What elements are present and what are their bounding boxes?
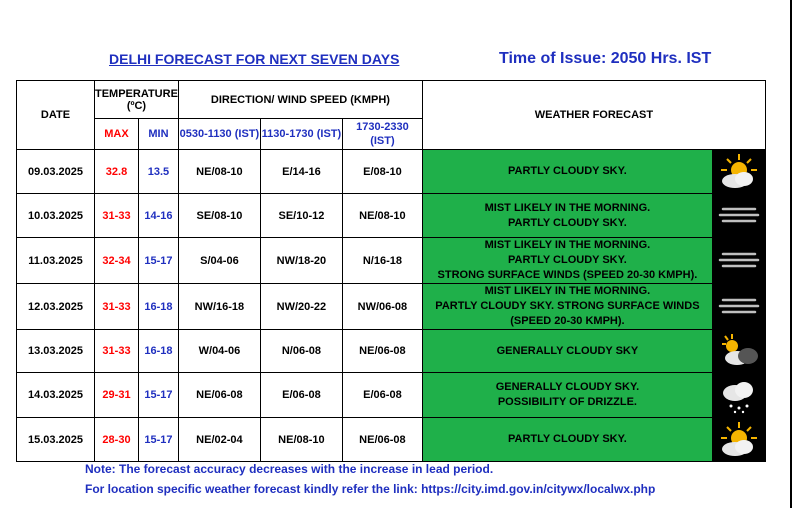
cell-wind-slot-3: N/16-18 bbox=[342, 238, 422, 284]
forecast-line: GENERALLY CLOUDY SKY bbox=[496, 344, 639, 357]
cell-min-temp: 16-18 bbox=[139, 330, 179, 373]
cell-forecast bbox=[422, 194, 712, 238]
cell-date: 12.03.2025 bbox=[17, 284, 95, 330]
cell-wind-slot-1: W/04-06 bbox=[178, 330, 260, 373]
cell-wind-slot-2: E/06-08 bbox=[260, 373, 342, 418]
cell-wind-slot-2: SE/10-12 bbox=[260, 194, 342, 238]
cell-weather-icon bbox=[712, 373, 765, 418]
cell-forecast bbox=[422, 284, 712, 330]
header-max: MAX bbox=[95, 119, 139, 150]
table-row bbox=[17, 284, 766, 330]
cell-date: 11.03.2025 bbox=[17, 238, 95, 284]
cell-max-temp: 29-31 bbox=[95, 373, 139, 418]
cell-wind-slot-3: NE/08-10 bbox=[342, 194, 422, 238]
forecast-line: PARTLY CLOUDY SKY. bbox=[508, 165, 627, 177]
table-row bbox=[17, 373, 766, 418]
header-wind: DIRECTION/ WIND SPEED (KMPH) bbox=[178, 81, 422, 119]
cell-min-temp: 15-17 bbox=[139, 373, 179, 418]
cell-wind-slot-2: NW/20-22 bbox=[260, 284, 342, 330]
forecast-line: POSSIBILITY OF DRIZZLE. bbox=[497, 396, 637, 408]
issue-time: Time of Issue: 2050 Hrs. IST bbox=[499, 50, 712, 67]
cell-date: 09.03.2025 bbox=[17, 150, 95, 194]
cell-forecast bbox=[422, 418, 712, 462]
cell-min-temp: 14-16 bbox=[139, 194, 179, 238]
page-title: DELHI FORECAST FOR NEXT SEVEN DAYS bbox=[109, 51, 400, 67]
cell-weather-icon bbox=[712, 330, 765, 373]
cell-wind-slot-2: E/14-16 bbox=[260, 150, 342, 194]
cell-wind-slot-1: NE/06-08 bbox=[178, 373, 260, 418]
header-slot-2: 1130-1730 (IST) bbox=[260, 119, 342, 150]
forecast-line: PARTLY CLOUDY SKY. bbox=[508, 254, 627, 266]
drizzle-icon bbox=[713, 375, 765, 415]
cell-date: 14.03.2025 bbox=[17, 373, 95, 418]
cell-max-temp: 28-30 bbox=[95, 418, 139, 462]
cell-min-temp: 15-17 bbox=[139, 418, 179, 462]
forecast-line: PARTLY CLOUDY SKY. STRONG SURFACE WINDS bbox=[435, 300, 700, 312]
table-row bbox=[17, 150, 766, 194]
cell-weather-icon bbox=[712, 150, 765, 194]
forecast-line: MIST LIKELY IN THE MORNING. bbox=[484, 285, 651, 297]
cell-wind-slot-3: E/08-10 bbox=[342, 150, 422, 194]
forecast-line: MIST LIKELY IN THE MORNING. bbox=[484, 201, 651, 214]
table-row bbox=[17, 194, 766, 238]
cell-weather-icon bbox=[712, 194, 765, 238]
cell-wind-slot-3: NW/06-08 bbox=[342, 284, 422, 330]
header-weather-forecast: WEATHER FORECAST bbox=[422, 81, 765, 150]
header-temperature-unit: (ºC) bbox=[126, 99, 147, 112]
cell-min-temp: 15-17 bbox=[139, 238, 179, 284]
cell-weather-icon bbox=[712, 284, 765, 330]
cell-min-temp: 16-18 bbox=[139, 284, 179, 330]
header-slot-1: 0530-1130 (IST) bbox=[178, 119, 260, 150]
cell-wind-slot-1: NW/16-18 bbox=[178, 284, 260, 330]
cell-forecast bbox=[422, 373, 712, 418]
cell-date: 10.03.2025 bbox=[17, 194, 95, 238]
cell-max-temp: 32-34 bbox=[95, 238, 139, 284]
cell-weather-icon bbox=[712, 238, 765, 284]
mist-icon bbox=[713, 201, 765, 231]
cell-wind-slot-2: N/06-08 bbox=[260, 330, 342, 373]
header-temperature bbox=[95, 81, 179, 119]
cell-wind-slot-3: NE/06-08 bbox=[342, 330, 422, 373]
forecast-table bbox=[16, 80, 766, 462]
cell-wind-slot-1: NE/08-10 bbox=[178, 150, 260, 194]
header-date: DATE bbox=[17, 81, 95, 150]
cell-wind-slot-1: SE/08-10 bbox=[178, 194, 260, 238]
cell-date: 15.03.2025 bbox=[17, 418, 95, 462]
note-accuracy: Note: The forecast accuracy decreases with the increase in lead period. bbox=[85, 462, 494, 476]
cell-forecast bbox=[422, 150, 712, 194]
cell-max-temp: 31-33 bbox=[95, 194, 139, 238]
cell-wind-slot-2: NE/08-10 bbox=[260, 418, 342, 462]
forecast-line: PARTLY CLOUDY SKY. bbox=[508, 216, 627, 229]
header-temperature-label: TEMPERATURE bbox=[95, 87, 178, 100]
cell-forecast bbox=[422, 238, 712, 284]
cell-wind-slot-2: NW/18-20 bbox=[260, 238, 342, 284]
cell-weather-icon bbox=[712, 418, 765, 462]
cell-wind-slot-1: NE/02-04 bbox=[178, 418, 260, 462]
cell-forecast bbox=[422, 330, 712, 373]
table-row bbox=[17, 418, 766, 462]
forecast-line: PARTLY CLOUDY SKY. bbox=[508, 433, 627, 445]
header-min: MIN bbox=[139, 119, 179, 150]
partly-cloudy-sun-icon bbox=[713, 152, 765, 192]
forecast-line: STRONG SURFACE WINDS (SPEED 20-30 KMPH). bbox=[437, 269, 698, 281]
cell-min-temp: 13.5 bbox=[139, 150, 179, 194]
forecast-line: MIST LIKELY IN THE MORNING. bbox=[484, 239, 651, 251]
cell-date: 13.03.2025 bbox=[17, 330, 95, 373]
header-slot-3: 1730-2330 (IST) bbox=[342, 119, 422, 150]
cell-max-temp: 32.8 bbox=[95, 150, 139, 194]
page-border bbox=[790, 0, 792, 508]
forecast-line: (SPEED 20-30 KMPH). bbox=[510, 315, 625, 327]
cell-wind-slot-3: E/06-08 bbox=[342, 373, 422, 418]
cell-max-temp: 31-33 bbox=[95, 330, 139, 373]
note-link: For location specific weather forecast kindly refer the link: https://city.imd.gov.in/citywx/localwx.php bbox=[85, 482, 656, 496]
mist-icon bbox=[713, 292, 765, 322]
cell-wind-slot-1: S/04-06 bbox=[178, 238, 260, 284]
cell-max-temp: 31-33 bbox=[95, 284, 139, 330]
mist-icon bbox=[713, 246, 765, 276]
table-row bbox=[17, 238, 766, 284]
cloudy-sun-icon bbox=[713, 331, 765, 371]
forecast-line: GENERALLY CLOUDY SKY. bbox=[495, 381, 640, 393]
cell-wind-slot-3: NE/06-08 bbox=[342, 418, 422, 462]
partly-cloudy-sun-icon bbox=[713, 420, 765, 460]
table-row bbox=[17, 330, 766, 373]
